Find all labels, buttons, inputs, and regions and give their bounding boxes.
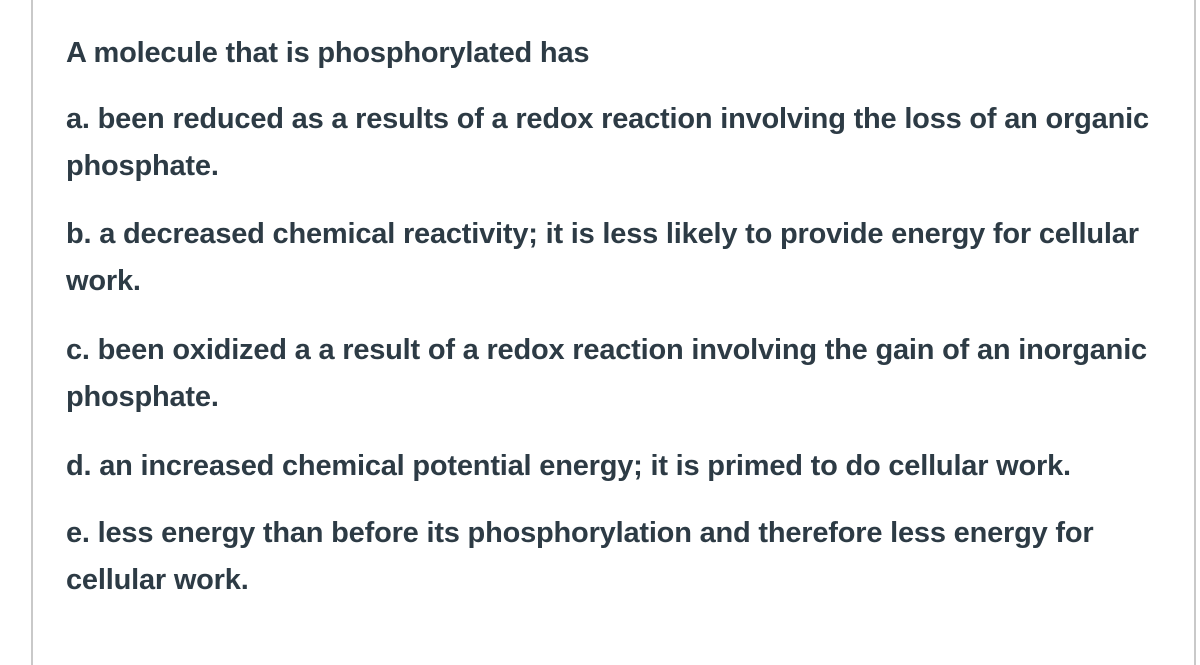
answer-option-d: d. an increased chemical potential energy; it is primed to do cellular work.	[66, 450, 1071, 482]
answer-option-a: a. been reduced as a results of a redox reaction involving the loss of an organic phosphate.	[66, 103, 1149, 182]
question-stem: A molecule that is phosphorylated has	[66, 37, 590, 69]
answer-option-c: c. been oxidized a a result of a redox reaction involving the gain of an inorganic phosphate.	[66, 334, 1147, 413]
answer-option-b: b. a decreased chemical reactivity; it is less likely to provide energy for cellular work.	[66, 218, 1139, 297]
answer-option-e: e. less energy than before its phosphorylation and therefore less energy for cellular work.	[66, 517, 1094, 596]
question-panel	[31, 0, 1196, 665]
